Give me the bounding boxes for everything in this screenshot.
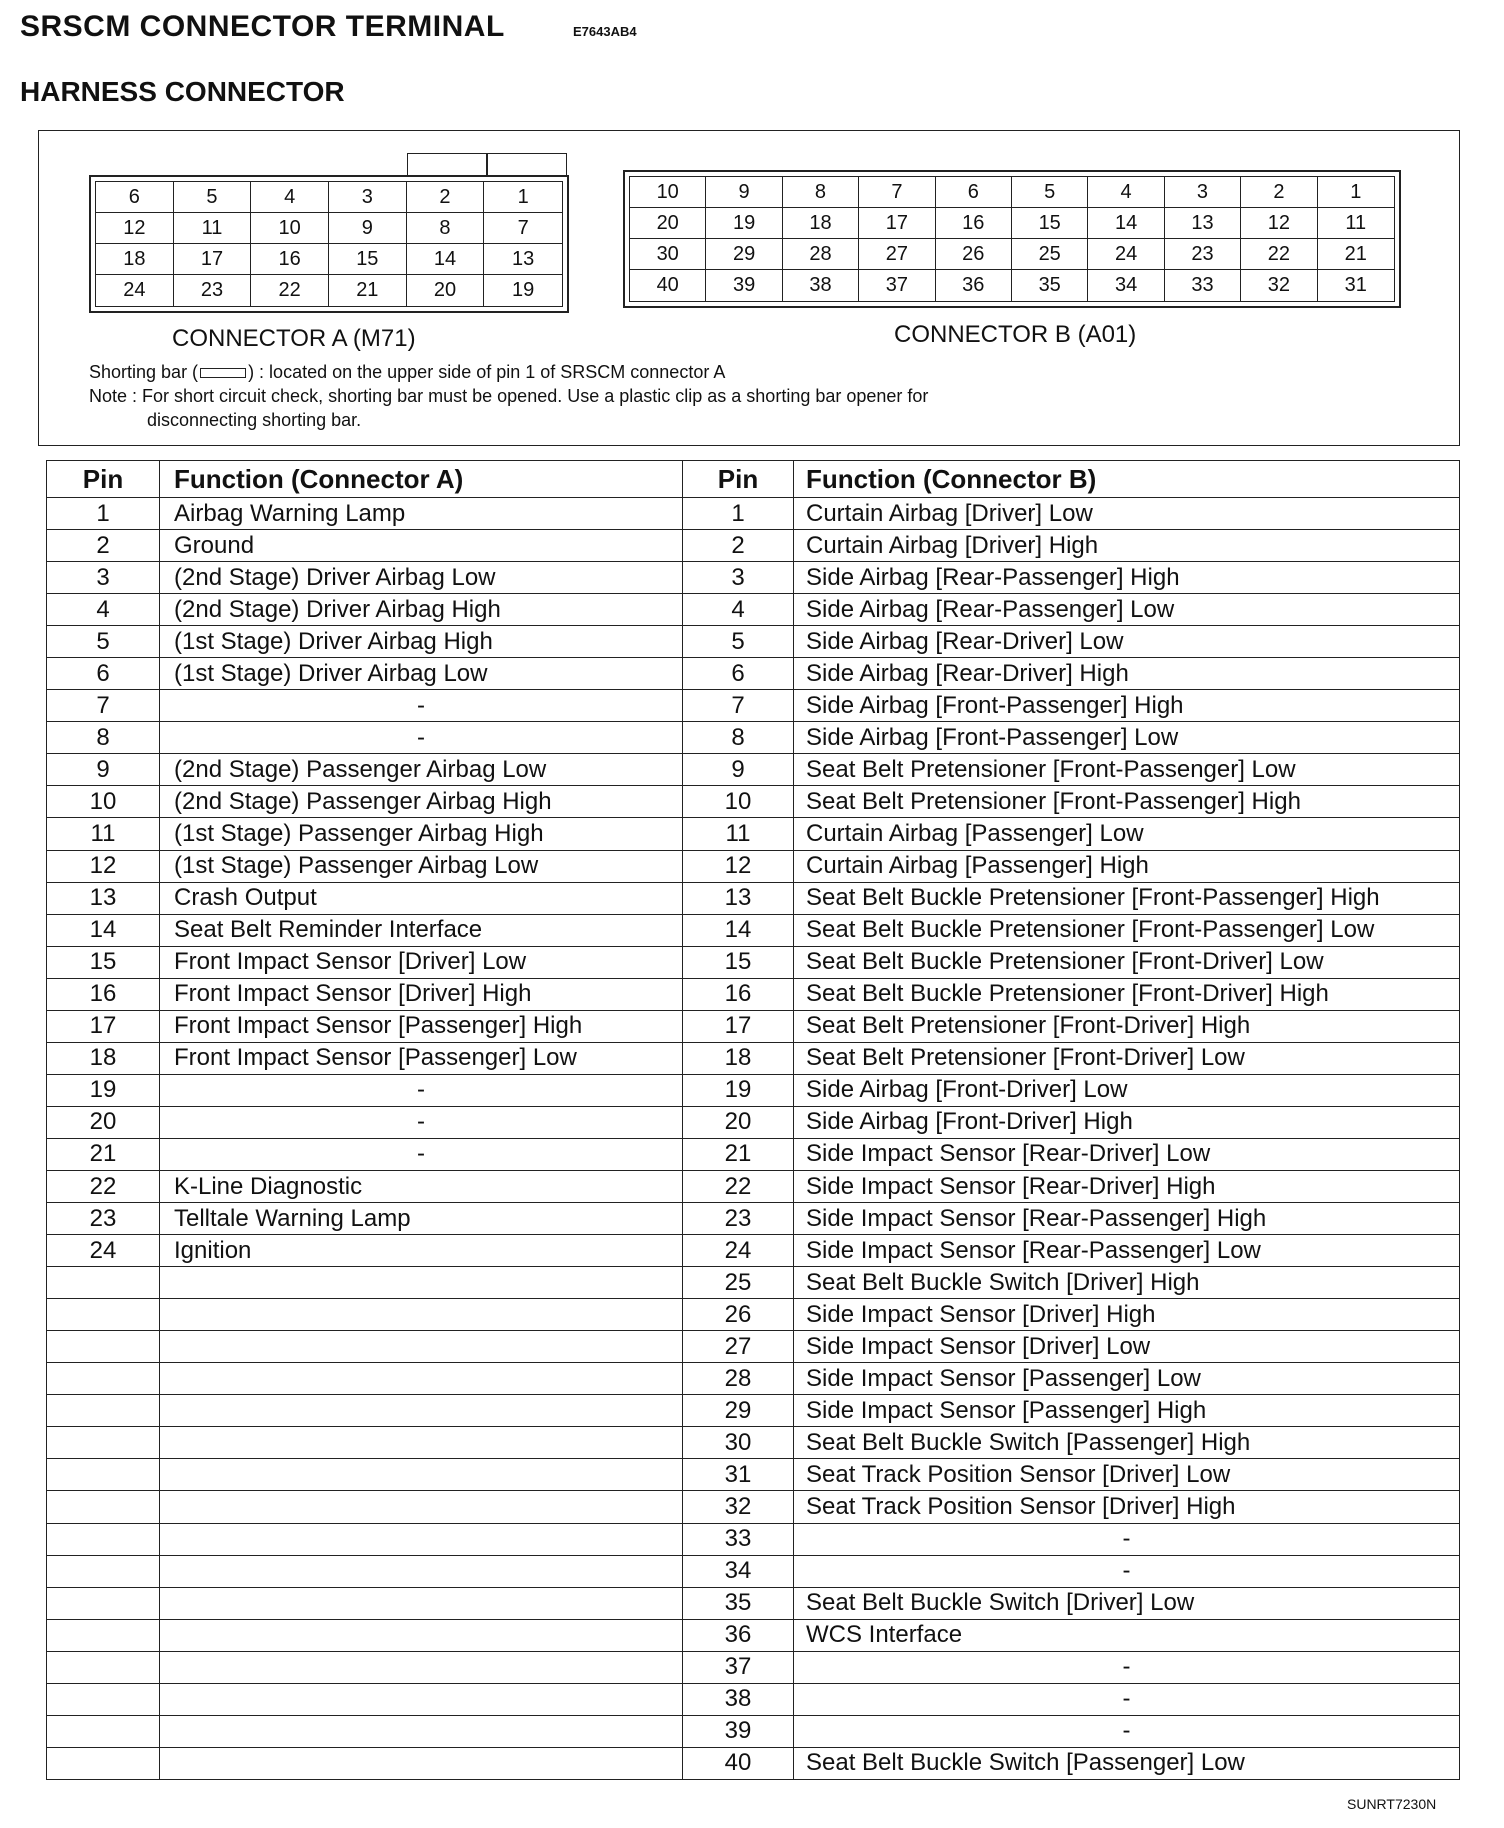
connector-b-pin-cell: 19 bbox=[706, 208, 782, 239]
pin-a-cell bbox=[47, 1395, 160, 1427]
function-a-cell: Front Impact Sensor [Driver] Low bbox=[160, 946, 683, 978]
pin-a-cell bbox=[47, 1651, 160, 1683]
table-row bbox=[47, 1715, 1460, 1747]
table-row bbox=[47, 850, 1460, 882]
function-a-cell: - bbox=[160, 722, 683, 754]
connector-b-face bbox=[623, 170, 1401, 308]
table-row bbox=[47, 1523, 1460, 1555]
pin-b-cell: 23 bbox=[683, 1203, 794, 1235]
pin-b-cell: 24 bbox=[683, 1235, 794, 1267]
table-row bbox=[47, 1363, 1460, 1395]
pin-b-cell: 36 bbox=[683, 1619, 794, 1651]
connector-a-label: CONNECTOR A (M71) bbox=[172, 325, 416, 352]
table-row bbox=[47, 658, 1460, 690]
function-a-cell bbox=[160, 1587, 683, 1619]
connector-a-grid bbox=[95, 181, 563, 307]
pin-b-cell: 7 bbox=[683, 690, 794, 722]
connector-a-pin-cell: 4 bbox=[251, 182, 329, 213]
table-row bbox=[47, 1235, 1460, 1267]
pin-b-cell: 15 bbox=[683, 946, 794, 978]
footer-code: SUNRT7230N bbox=[1347, 1796, 1437, 1812]
function-b-cell: - bbox=[794, 1715, 1460, 1747]
table-row bbox=[47, 1427, 1460, 1459]
pin-a-cell bbox=[47, 1267, 160, 1299]
pin-b-cell: 19 bbox=[683, 1074, 794, 1106]
connector-b-pin-cell: 18 bbox=[783, 208, 859, 239]
function-b-cell: Side Impact Sensor [Rear-Driver] High bbox=[794, 1170, 1460, 1202]
connector-diagram bbox=[38, 130, 1460, 446]
pin-b-cell: 26 bbox=[683, 1299, 794, 1331]
table-row bbox=[47, 946, 1460, 978]
connector-a-pin-cell: 23 bbox=[174, 275, 252, 306]
pin-a-cell: 11 bbox=[47, 818, 160, 850]
connector-a-pin-cell: 7 bbox=[484, 213, 562, 244]
function-a-cell bbox=[160, 1267, 683, 1299]
header-pin-b: Pin bbox=[683, 461, 794, 498]
header-function-a: Function (Connector A) bbox=[160, 461, 683, 498]
connector-a-pin-cell: 18 bbox=[96, 244, 174, 275]
pin-b-cell: 22 bbox=[683, 1170, 794, 1202]
table-header-row bbox=[47, 461, 1460, 498]
function-a-cell bbox=[160, 1651, 683, 1683]
function-a-cell: - bbox=[160, 1074, 683, 1106]
pin-a-cell: 18 bbox=[47, 1042, 160, 1074]
function-b-cell: Seat Belt Buckle Pretensioner [Front-Passenger] High bbox=[794, 882, 1460, 914]
pin-b-cell: 8 bbox=[683, 722, 794, 754]
table-row bbox=[47, 1010, 1460, 1042]
connector-b-pin-cell: 15 bbox=[1012, 208, 1088, 239]
connector-a-pin-cell: 19 bbox=[512, 279, 535, 301]
connector-a-pin-cell: 13 bbox=[484, 244, 562, 275]
table-row bbox=[47, 1170, 1460, 1202]
connector-a-pin-cell: 10 bbox=[251, 213, 329, 244]
pin-b-cell: 14 bbox=[683, 914, 794, 946]
function-a-cell bbox=[160, 1331, 683, 1363]
function-b-cell: Curtain Airbag [Passenger] High bbox=[794, 850, 1460, 882]
connector-a-pin-cell: 24 bbox=[96, 275, 174, 306]
connector-a-pin-cell: 9 bbox=[329, 213, 407, 244]
table-row bbox=[47, 1555, 1460, 1587]
function-a-cell: Ignition bbox=[160, 1235, 683, 1267]
pin-a-cell: 9 bbox=[47, 754, 160, 786]
pin-b-cell: 12 bbox=[683, 850, 794, 882]
function-b-cell: - bbox=[794, 1683, 1460, 1715]
pin-b-cell: 21 bbox=[683, 1138, 794, 1170]
function-a-cell bbox=[160, 1619, 683, 1651]
connector-a-pin-cell: 16 bbox=[251, 244, 329, 275]
connector-b-pin-cell: 37 bbox=[859, 270, 935, 301]
connector-b-label: CONNECTOR B (A01) bbox=[894, 321, 1137, 348]
pin-a-cell bbox=[47, 1683, 160, 1715]
function-b-cell: Curtain Airbag [Driver] Low bbox=[794, 498, 1460, 530]
connector-a-pin-cell: 6 bbox=[96, 182, 174, 213]
function-a-cell: Seat Belt Reminder Interface bbox=[160, 914, 683, 946]
note-line-2: disconnecting shorting bar. bbox=[147, 410, 362, 430]
table-row bbox=[47, 1651, 1460, 1683]
connector-b-pin-cell: 17 bbox=[859, 208, 935, 239]
connector-b-pin-cell: 25 bbox=[1012, 239, 1088, 270]
table-row bbox=[47, 1299, 1460, 1331]
pin-a-cell: 15 bbox=[47, 946, 160, 978]
pin-b-cell: 6 bbox=[683, 658, 794, 690]
connector-b-pin-cell: 4 bbox=[1088, 177, 1164, 208]
pin-a-cell: 10 bbox=[47, 786, 160, 818]
connector-a-pin-cell: 22 bbox=[251, 275, 329, 306]
pin-a-cell bbox=[47, 1715, 160, 1747]
function-b-cell: Seat Belt Pretensioner [Front-Passenger] High bbox=[794, 786, 1460, 818]
function-b-cell: Side Airbag [Rear-Driver] High bbox=[794, 658, 1460, 690]
function-b-cell: Seat Belt Pretensioner [Front-Driver] Low bbox=[794, 1042, 1460, 1074]
table-row bbox=[47, 722, 1460, 754]
connector-b-pin-cell: 28 bbox=[783, 239, 859, 270]
connector-b-pin-cell: 2 bbox=[1241, 177, 1317, 208]
function-b-cell: Side Airbag [Front-Passenger] Low bbox=[794, 722, 1460, 754]
connector-b-pin-cell: 16 bbox=[936, 208, 1012, 239]
function-b-cell: Seat Belt Pretensioner [Front-Passenger] Low bbox=[794, 754, 1460, 786]
function-b-cell: - bbox=[794, 1555, 1460, 1587]
function-a-cell bbox=[160, 1459, 683, 1491]
pin-a-cell: 3 bbox=[47, 562, 160, 594]
connector-a-pin-cell: 20 bbox=[407, 275, 485, 306]
connector-b-pin-cell: 26 bbox=[936, 239, 1012, 270]
note-line-1: Note : For short circuit check, shorting bar must be opened. Use a plastic clip as a shorting bar opener for bbox=[89, 386, 929, 406]
function-a-cell: Front Impact Sensor [Passenger] Low bbox=[160, 1042, 683, 1074]
function-a-cell bbox=[160, 1299, 683, 1331]
pin-a-cell: 22 bbox=[47, 1170, 160, 1202]
function-b-cell: Side Impact Sensor [Rear-Driver] Low bbox=[794, 1138, 1460, 1170]
function-b-cell: - bbox=[794, 1523, 1460, 1555]
function-b-cell: Seat Track Position Sensor [Driver] High bbox=[794, 1491, 1460, 1523]
function-a-cell: Front Impact Sensor [Driver] High bbox=[160, 978, 683, 1010]
function-b-cell: Side Impact Sensor [Passenger] Low bbox=[794, 1363, 1460, 1395]
table-row bbox=[47, 914, 1460, 946]
function-b-cell: Side Airbag [Rear-Passenger] High bbox=[794, 562, 1460, 594]
table-row bbox=[47, 530, 1460, 562]
pin-a-cell: 24 bbox=[47, 1235, 160, 1267]
function-a-cell: Airbag Warning Lamp bbox=[160, 498, 683, 530]
table-row bbox=[47, 978, 1460, 1010]
function-b-cell: Seat Belt Pretensioner [Front-Driver] High bbox=[794, 1010, 1460, 1042]
function-a-cell: - bbox=[160, 1138, 683, 1170]
pin-a-cell bbox=[47, 1587, 160, 1619]
table-row bbox=[47, 690, 1460, 722]
shorting-bar-icon bbox=[200, 368, 246, 378]
function-a-cell: - bbox=[160, 1106, 683, 1138]
connector-b-pin-cell: 21 bbox=[1318, 239, 1394, 270]
connector-b-pin-cell: 31 bbox=[1344, 274, 1367, 296]
table-row bbox=[47, 594, 1460, 626]
function-b-cell: Side Airbag [Rear-Passenger] Low bbox=[794, 594, 1460, 626]
connector-a-pin-cell: 5 bbox=[174, 182, 252, 213]
table-row bbox=[47, 1331, 1460, 1363]
connector-b-pin-cell: 22 bbox=[1241, 239, 1317, 270]
pin-a-cell: 14 bbox=[47, 914, 160, 946]
pin-b-cell: 25 bbox=[683, 1267, 794, 1299]
image-code: E7643AB4 bbox=[573, 24, 637, 39]
function-a-cell bbox=[160, 1715, 683, 1747]
function-b-cell: Side Airbag [Front-Driver] High bbox=[794, 1106, 1460, 1138]
function-b-cell: Side Impact Sensor [Passenger] High bbox=[794, 1395, 1460, 1427]
connector-a-pin-cell: 8 bbox=[407, 213, 485, 244]
table-row bbox=[47, 1203, 1460, 1235]
pin-a-cell bbox=[47, 1619, 160, 1651]
pin-b-cell: 9 bbox=[683, 754, 794, 786]
pin-a-cell: 20 bbox=[47, 1106, 160, 1138]
pin-b-cell: 37 bbox=[683, 1651, 794, 1683]
pin-b-cell: 13 bbox=[683, 882, 794, 914]
function-a-cell: Front Impact Sensor [Passenger] High bbox=[160, 1010, 683, 1042]
function-b-cell: Seat Belt Buckle Pretensioner [Front-Driver] High bbox=[794, 978, 1460, 1010]
pin-a-cell: 8 bbox=[47, 722, 160, 754]
pin-a-cell bbox=[47, 1427, 160, 1459]
connector-b-pin-cell: 7 bbox=[859, 177, 935, 208]
connector-a-pin-cell: 14 bbox=[407, 244, 485, 275]
function-a-cell: Crash Output bbox=[160, 882, 683, 914]
connector-b-pin-cell: 9 bbox=[706, 177, 782, 208]
connector-b-pin-cell: 34 bbox=[1088, 270, 1164, 301]
function-a-cell: (1st Stage) Passenger Airbag Low bbox=[160, 850, 683, 882]
pin-a-cell bbox=[47, 1555, 160, 1587]
connector-b-pin-cell: 13 bbox=[1165, 208, 1241, 239]
pin-a-cell bbox=[47, 1523, 160, 1555]
connector-b-pin-cell: 27 bbox=[859, 239, 935, 270]
function-a-cell bbox=[160, 1395, 683, 1427]
table-row bbox=[47, 626, 1460, 658]
connector-b-pin-cell: 38 bbox=[783, 270, 859, 301]
pin-b-cell: 33 bbox=[683, 1523, 794, 1555]
connector-a-pin-cell: 15 bbox=[329, 244, 407, 275]
table-row bbox=[47, 1042, 1460, 1074]
function-a-cell: (1st Stage) Driver Airbag High bbox=[160, 626, 683, 658]
connector-b-pin-cell: 36 bbox=[936, 270, 1012, 301]
connector-b-pin-cell: 12 bbox=[1241, 208, 1317, 239]
function-a-cell: (2nd Stage) Passenger Airbag High bbox=[160, 786, 683, 818]
pin-b-cell: 39 bbox=[683, 1715, 794, 1747]
pin-a-cell: 12 bbox=[47, 850, 160, 882]
connector-b-pin-cell: 11 bbox=[1318, 208, 1394, 239]
table-row bbox=[47, 1619, 1460, 1651]
connector-b-pin-cell: 20 bbox=[630, 208, 706, 239]
function-a-cell: (2nd Stage) Passenger Airbag Low bbox=[160, 754, 683, 786]
connector-a-pin-cell: 12 bbox=[96, 213, 174, 244]
pin-b-cell: 5 bbox=[683, 626, 794, 658]
connector-b-pin-cell: 3 bbox=[1165, 177, 1241, 208]
pin-a-cell bbox=[47, 1747, 160, 1779]
table-row bbox=[47, 1587, 1460, 1619]
connector-a-pin-cell: 1 bbox=[484, 182, 562, 213]
connector-a-pin-cell: 3 bbox=[329, 182, 407, 213]
function-a-cell bbox=[160, 1555, 683, 1587]
pin-b-cell: 10 bbox=[683, 786, 794, 818]
pin-a-cell: 7 bbox=[47, 690, 160, 722]
function-a-cell: K-Line Diagnostic bbox=[160, 1170, 683, 1202]
connector-b-pin-cell: 40 bbox=[630, 270, 706, 301]
connector-b-pin-cell: 32 bbox=[1241, 270, 1317, 301]
pin-a-cell bbox=[47, 1331, 160, 1363]
table-row bbox=[47, 1074, 1460, 1106]
header-function-b: Function (Connector B) bbox=[794, 461, 1460, 498]
function-b-cell: Seat Belt Buckle Pretensioner [Front-Driver] Low bbox=[794, 946, 1460, 978]
table-row bbox=[47, 1138, 1460, 1170]
connector-b-pin-cell: 24 bbox=[1088, 239, 1164, 270]
table-row bbox=[47, 1267, 1460, 1299]
connector-b-pin-cell: 30 bbox=[630, 239, 706, 270]
pin-a-cell bbox=[47, 1459, 160, 1491]
function-a-cell bbox=[160, 1683, 683, 1715]
pin-b-cell: 1 bbox=[683, 498, 794, 530]
pin-a-cell: 16 bbox=[47, 978, 160, 1010]
table-row bbox=[47, 498, 1460, 530]
table-row bbox=[47, 754, 1460, 786]
function-a-cell: Telltale Warning Lamp bbox=[160, 1203, 683, 1235]
function-b-cell: Seat Belt Buckle Pretensioner [Front-Passenger] Low bbox=[794, 914, 1460, 946]
table-row bbox=[47, 1747, 1460, 1779]
pin-a-cell bbox=[47, 1491, 160, 1523]
table-row bbox=[47, 818, 1460, 850]
connector-b-pin-cell: 39 bbox=[706, 270, 782, 301]
connector-b-pin-cell: 33 bbox=[1165, 270, 1241, 301]
function-b-cell: Seat Belt Buckle Switch [Driver] High bbox=[794, 1267, 1460, 1299]
table-row bbox=[47, 1106, 1460, 1138]
pin-a-cell: 21 bbox=[47, 1138, 160, 1170]
pin-b-cell: 4 bbox=[683, 594, 794, 626]
connector-a-face bbox=[89, 175, 569, 313]
function-b-cell: Seat Belt Buckle Switch [Passenger] High bbox=[794, 1427, 1460, 1459]
shorting-bar-note bbox=[89, 361, 725, 383]
function-a-cell bbox=[160, 1491, 683, 1523]
table-row bbox=[47, 1491, 1460, 1523]
pin-b-cell: 30 bbox=[683, 1427, 794, 1459]
function-b-cell: Side Airbag [Front-Passenger] High bbox=[794, 690, 1460, 722]
function-b-cell: Side Impact Sensor [Driver] High bbox=[794, 1299, 1460, 1331]
function-a-cell bbox=[160, 1427, 683, 1459]
pin-b-cell: 3 bbox=[683, 562, 794, 594]
pin-a-cell: 4 bbox=[47, 594, 160, 626]
function-a-cell: (1st Stage) Passenger Airbag High bbox=[160, 818, 683, 850]
table-row bbox=[47, 1459, 1460, 1491]
pin-a-cell bbox=[47, 1363, 160, 1395]
pin-b-cell: 31 bbox=[683, 1459, 794, 1491]
function-a-cell: Ground bbox=[160, 530, 683, 562]
function-a-cell bbox=[160, 1523, 683, 1555]
table-row bbox=[47, 1395, 1460, 1427]
function-a-cell: (2nd Stage) Driver Airbag Low bbox=[160, 562, 683, 594]
connector-a-pin-cell: 2 bbox=[407, 182, 485, 213]
pin-b-cell: 17 bbox=[683, 1010, 794, 1042]
connector-b-pin-cell: 1 bbox=[1318, 177, 1394, 208]
pin-b-cell: 32 bbox=[683, 1491, 794, 1523]
table-row bbox=[47, 562, 1460, 594]
function-a-cell: (1st Stage) Driver Airbag Low bbox=[160, 658, 683, 690]
shorting-prefix: Shorting bar ( bbox=[89, 362, 199, 382]
connector-b-pin-cell: 5 bbox=[1012, 177, 1088, 208]
connector-b-pin-cell: 10 bbox=[630, 177, 706, 208]
function-b-cell: Side Airbag [Front-Driver] Low bbox=[794, 1074, 1460, 1106]
pin-function-table bbox=[46, 460, 1460, 1780]
connector-b-pin-cell: 29 bbox=[706, 239, 782, 270]
function-a-cell bbox=[160, 1363, 683, 1395]
pin-a-cell: 2 bbox=[47, 530, 160, 562]
pin-b-cell: 35 bbox=[683, 1587, 794, 1619]
pin-a-cell: 19 bbox=[47, 1074, 160, 1106]
pin-a-cell: 6 bbox=[47, 658, 160, 690]
pin-b-cell: 40 bbox=[683, 1747, 794, 1779]
function-b-cell: Side Impact Sensor [Driver] Low bbox=[794, 1331, 1460, 1363]
shorting-suffix: ) : located on the upper side of pin 1 of SRSCM connector A bbox=[248, 362, 726, 382]
pin-b-cell: 28 bbox=[683, 1363, 794, 1395]
pin-b-cell: 16 bbox=[683, 978, 794, 1010]
connector-b-pin-cell: 8 bbox=[783, 177, 859, 208]
shorting-bar-tab bbox=[407, 153, 567, 175]
function-a-cell: (2nd Stage) Driver Airbag High bbox=[160, 594, 683, 626]
table-row bbox=[47, 882, 1460, 914]
function-a-cell: - bbox=[160, 690, 683, 722]
table-row bbox=[47, 1683, 1460, 1715]
pin-a-cell: 5 bbox=[47, 626, 160, 658]
function-b-cell: Seat Track Position Sensor [Driver] Low bbox=[794, 1459, 1460, 1491]
function-b-cell: WCS Interface bbox=[794, 1619, 1460, 1651]
function-b-cell: Seat Belt Buckle Switch [Driver] Low bbox=[794, 1587, 1460, 1619]
pin-a-cell bbox=[47, 1299, 160, 1331]
pin-b-cell: 18 bbox=[683, 1042, 794, 1074]
connector-b-pin-cell: 35 bbox=[1012, 270, 1088, 301]
section-title: HARNESS CONNECTOR bbox=[20, 76, 345, 107]
function-b-cell: Side Impact Sensor [Rear-Passenger] Low bbox=[794, 1235, 1460, 1267]
table-row bbox=[47, 786, 1460, 818]
function-b-cell: Seat Belt Buckle Switch [Passenger] Low bbox=[794, 1747, 1460, 1779]
pin-a-cell: 1 bbox=[47, 498, 160, 530]
header-pin-a: Pin bbox=[47, 461, 160, 498]
function-b-cell: Curtain Airbag [Passenger] Low bbox=[794, 818, 1460, 850]
pin-b-cell: 34 bbox=[683, 1555, 794, 1587]
function-b-cell: Side Impact Sensor [Rear-Passenger] High bbox=[794, 1203, 1460, 1235]
function-b-cell: Side Airbag [Rear-Driver] Low bbox=[794, 626, 1460, 658]
pin-b-cell: 2 bbox=[683, 530, 794, 562]
function-b-cell: Curtain Airbag [Driver] High bbox=[794, 530, 1460, 562]
pin-b-cell: 11 bbox=[683, 818, 794, 850]
pin-b-cell: 20 bbox=[683, 1106, 794, 1138]
connector-b-grid bbox=[629, 176, 1395, 302]
connector-a-pin-cell: 21 bbox=[329, 275, 407, 306]
connector-b-pin-cell: 6 bbox=[936, 177, 1012, 208]
pin-a-cell: 13 bbox=[47, 882, 160, 914]
connector-b-pin-cell: 14 bbox=[1088, 208, 1164, 239]
pin-b-cell: 38 bbox=[683, 1683, 794, 1715]
page-title: SRSCM CONNECTOR TERMINAL bbox=[20, 10, 505, 43]
pin-b-cell: 27 bbox=[683, 1331, 794, 1363]
function-b-cell: - bbox=[794, 1651, 1460, 1683]
connector-b-pin-cell: 23 bbox=[1165, 239, 1241, 270]
pin-a-cell: 23 bbox=[47, 1203, 160, 1235]
connector-a-pin-cell: 11 bbox=[174, 213, 252, 244]
function-a-cell bbox=[160, 1747, 683, 1779]
pin-b-cell: 29 bbox=[683, 1395, 794, 1427]
pin-a-cell: 17 bbox=[47, 1010, 160, 1042]
connector-a-pin-cell: 17 bbox=[174, 244, 252, 275]
